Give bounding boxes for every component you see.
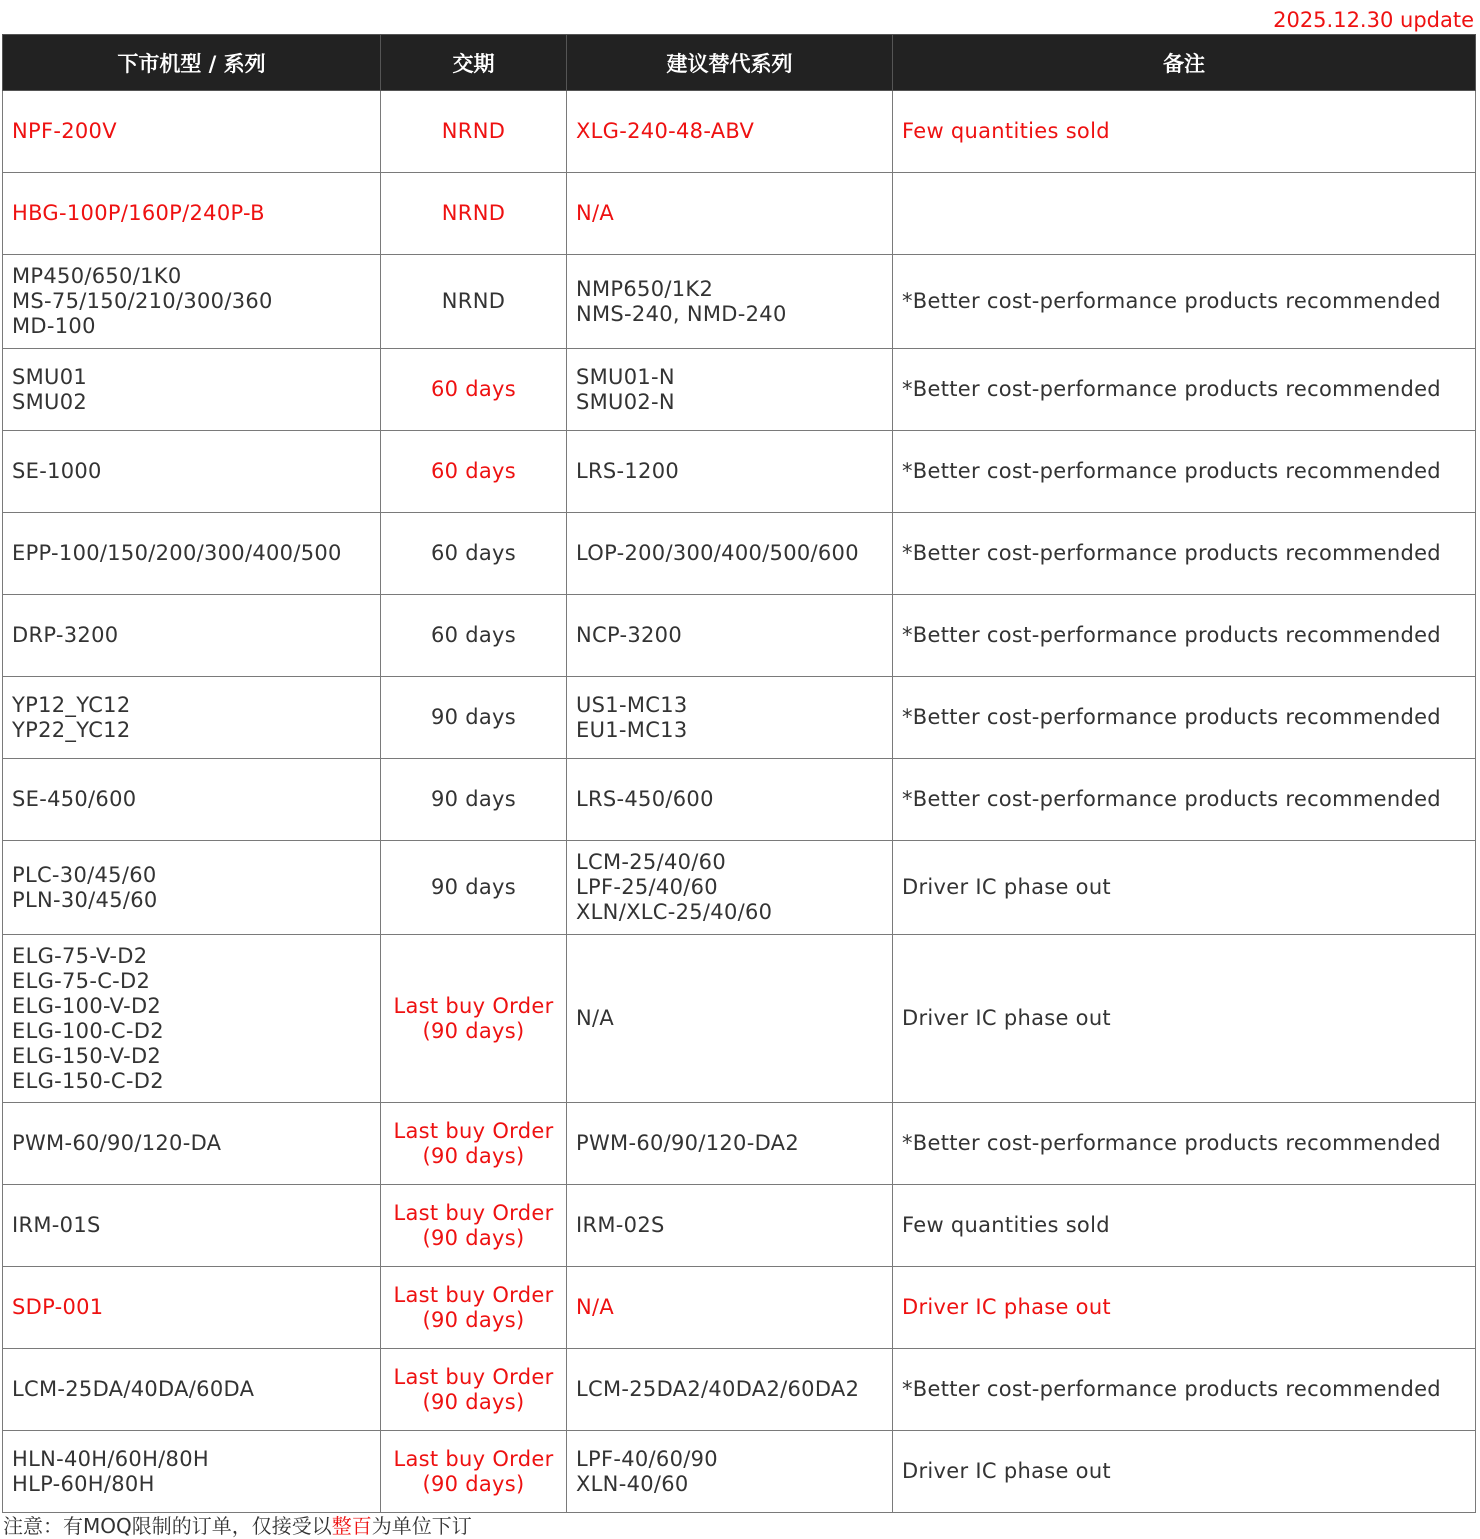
model-cell-line: ELG-150-C-D2	[12, 1068, 164, 1093]
table-body	[3, 91, 1476, 1513]
lead-time-cell-line: Last buy Order	[393, 1118, 554, 1143]
model-cell	[3, 595, 381, 677]
header-remarks: 备注	[893, 35, 1476, 91]
model-cell	[3, 1349, 381, 1431]
model-cell	[3, 1185, 381, 1267]
table-row	[3, 255, 1476, 349]
remark-cell-line: *Better cost-performance products recommended	[902, 1377, 1441, 1401]
remark-cell	[893, 935, 1476, 1103]
model-cell-line: SDP-001	[12, 1295, 104, 1319]
remark-cell	[893, 1103, 1476, 1185]
replacement-cell-line: SMU01-N	[576, 364, 675, 389]
lead-time-cell-line: (90 days)	[422, 1143, 525, 1168]
replacement-cell-line: NMP650/1K2	[576, 276, 714, 301]
replacement-cell-line: NCP-3200	[576, 623, 682, 647]
lead-time-cell-line: Last buy Order	[393, 993, 554, 1018]
header-suggested-replacement: 建议替代系列	[567, 35, 893, 91]
model-cell-line: LCM-25DA/40DA/60DA	[12, 1377, 255, 1401]
replacement-cell	[567, 173, 893, 255]
replacement-cell-line: PWM-60/90/120-DA2	[576, 1131, 800, 1155]
table-row	[3, 759, 1476, 841]
lead-time-cell-line: 60 days	[430, 459, 517, 483]
model-cell	[3, 841, 381, 935]
remark-cell	[893, 759, 1476, 841]
model-cell	[3, 1267, 381, 1349]
model-cell-line: ELG-150-V-D2	[12, 1043, 162, 1068]
model-cell-line: IRM-01S	[12, 1213, 101, 1237]
table-row	[3, 677, 1476, 759]
replacement-cell	[567, 1267, 893, 1349]
replacement-cell	[567, 1103, 893, 1185]
lead-time-cell	[381, 935, 567, 1103]
model-cell-line: ELG-100-C-D2	[12, 1018, 164, 1043]
lead-time-cell-line: 60 days	[430, 541, 517, 565]
replacement-cell-line: N/A	[576, 1295, 615, 1319]
remark-cell-line: Driver IC phase out	[902, 1006, 1111, 1030]
remark-cell-line: *Better cost-performance products recommended	[902, 459, 1441, 483]
model-cell-line: MS-75/150/210/300/360	[12, 289, 273, 313]
replacement-cell-line: LRS-1200	[576, 459, 680, 483]
model-cell-line: ELG-75-C-D2	[12, 968, 151, 993]
model-cell-line: PLN-30/45/60	[12, 887, 158, 912]
update-date: 2025.12.30 update	[1273, 8, 1474, 32]
lead-time-cell-line: 90 days	[430, 875, 517, 899]
replacement-cell	[567, 935, 893, 1103]
table-row	[3, 1431, 1476, 1513]
remark-cell-line: *Better cost-performance products recommended	[902, 623, 1441, 647]
replacement-cell-line: LCM-25/40/60	[576, 850, 726, 874]
remark-cell-line: Few quantities sold	[902, 119, 1110, 143]
footnote-prefix: 注意：有MOQ限制的订单，仅接受以	[3, 1514, 332, 1538]
replacement-cell	[567, 677, 893, 759]
replacement-cell-line: N/A	[576, 201, 615, 225]
remark-cell	[893, 349, 1476, 431]
model-cell-line: YP12_YC12	[12, 692, 131, 717]
model-cell-line: HLN-40H/60H/80H	[12, 1446, 209, 1471]
lead-time-cell	[381, 1267, 567, 1349]
remark-cell-line: *Better cost-performance products recommended	[902, 1131, 1441, 1155]
table-row	[3, 1103, 1476, 1185]
remark-cell-line: *Better cost-performance products recommended	[902, 377, 1441, 401]
lead-time-cell	[381, 431, 567, 513]
lead-time-cell-line: (90 days)	[422, 1307, 525, 1332]
lead-time-cell-line: 60 days	[430, 623, 517, 647]
lead-time-cell	[381, 841, 567, 935]
lead-time-cell-line: 90 days	[430, 787, 517, 811]
replacement-cell-line: EU1-MC13	[576, 717, 688, 742]
lead-time-cell-line: NRND	[441, 201, 506, 225]
model-cell-line: MP450/650/1K0	[12, 264, 182, 288]
header-lead-time: 交期	[381, 35, 567, 91]
model-cell	[3, 1103, 381, 1185]
replacement-cell-line: US1-MC13	[576, 692, 688, 717]
model-cell-line: PLC-30/45/60	[12, 862, 157, 887]
replacement-cell-line: LPF-25/40/60	[576, 875, 718, 899]
remark-cell	[893, 513, 1476, 595]
replacement-cell	[567, 759, 893, 841]
table-row	[3, 841, 1476, 935]
model-cell	[3, 935, 381, 1103]
replacement-cell-line: XLN/XLC-25/40/60	[576, 900, 773, 924]
model-cell	[3, 255, 381, 349]
table-row	[3, 91, 1476, 173]
replacement-cell-line: N/A	[576, 1006, 615, 1030]
model-cell-line: HLP-60H/80H	[12, 1471, 155, 1496]
model-cell-line: SE-450/600	[12, 787, 137, 811]
replacement-cell	[567, 431, 893, 513]
remark-cell	[893, 255, 1476, 349]
lead-time-cell	[381, 91, 567, 173]
table-row	[3, 1349, 1476, 1431]
table-row	[3, 1185, 1476, 1267]
lead-time-cell-line: 60 days	[430, 377, 517, 401]
remark-cell	[893, 677, 1476, 759]
eol-product-table	[2, 34, 1476, 1513]
model-cell-line: SMU01	[12, 364, 88, 389]
table-row	[3, 1267, 1476, 1349]
remark-cell	[893, 1267, 1476, 1349]
lead-time-cell-line: (90 days)	[422, 1018, 525, 1043]
lead-time-cell	[381, 759, 567, 841]
table-row	[3, 595, 1476, 677]
remark-cell	[893, 1431, 1476, 1513]
model-cell-line: NPF-200V	[12, 119, 117, 143]
replacement-cell-line: SMU02-N	[576, 389, 675, 414]
lead-time-cell	[381, 677, 567, 759]
remark-cell-line: *Better cost-performance products recommended	[902, 787, 1441, 811]
replacement-cell	[567, 595, 893, 677]
lead-time-cell-line: (90 days)	[422, 1225, 525, 1250]
remark-cell	[893, 841, 1476, 935]
lead-time-cell-line: (90 days)	[422, 1471, 525, 1496]
model-cell	[3, 91, 381, 173]
remark-cell-line: Few quantities sold	[902, 1213, 1110, 1237]
replacement-cell	[567, 349, 893, 431]
remark-cell	[893, 173, 1476, 255]
remark-cell	[893, 91, 1476, 173]
model-cell-line: MD-100	[12, 314, 96, 338]
lead-time-cell	[381, 1185, 567, 1267]
replacement-cell-line: LRS-450/600	[576, 787, 714, 811]
model-cell	[3, 349, 381, 431]
lead-time-cell-line: Last buy Order	[393, 1446, 554, 1471]
replacement-cell	[567, 1349, 893, 1431]
model-cell-line: DRP-3200	[12, 623, 119, 647]
model-cell	[3, 431, 381, 513]
model-cell	[3, 759, 381, 841]
model-cell	[3, 173, 381, 255]
model-cell-line: SE-1000	[12, 459, 102, 483]
remark-cell-line: *Better cost-performance products recommended	[902, 541, 1441, 565]
remark-cell	[893, 1185, 1476, 1267]
footnote-suffix: 为单位下订	[371, 1514, 472, 1538]
model-cell-line: SMU02	[12, 389, 88, 414]
lead-time-cell	[381, 1349, 567, 1431]
table-row	[3, 513, 1476, 595]
footnote-highlight: 整百	[331, 1514, 372, 1538]
table-row	[3, 935, 1476, 1103]
model-cell-line: ELG-100-V-D2	[12, 993, 162, 1018]
replacement-cell	[567, 1185, 893, 1267]
table-row	[3, 431, 1476, 513]
table-header-row	[3, 35, 1476, 91]
model-cell	[3, 1431, 381, 1513]
model-cell-line: YP22_YC12	[12, 717, 131, 742]
remark-cell	[893, 1349, 1476, 1431]
lead-time-cell	[381, 173, 567, 255]
lead-time-cell	[381, 349, 567, 431]
lead-time-cell	[381, 1103, 567, 1185]
lead-time-cell-line: 90 days	[430, 705, 517, 729]
replacement-cell	[567, 513, 893, 595]
replacement-cell-line: IRM-02S	[576, 1213, 665, 1237]
model-cell	[3, 513, 381, 595]
model-cell	[3, 677, 381, 759]
lead-time-cell-line: NRND	[441, 119, 506, 143]
replacement-cell-line: LOP-200/300/400/500/600	[576, 541, 859, 565]
replacement-cell-line: NMS-240, NMD-240	[576, 301, 787, 326]
table-row	[3, 173, 1476, 255]
replacement-cell-line: XLG-240-48-ABV	[576, 119, 755, 143]
lead-time-cell-line: Last buy Order	[393, 1200, 554, 1225]
lead-time-cell-line: NRND	[441, 289, 506, 313]
model-cell-line: EPP-100/150/200/300/400/500	[12, 541, 342, 565]
remark-cell-line: *Better cost-performance products recommended	[902, 705, 1441, 729]
remark-cell-line: *Better cost-performance products recommended	[902, 289, 1441, 313]
replacement-cell	[567, 255, 893, 349]
lead-time-cell-line: Last buy Order	[393, 1364, 554, 1389]
remark-cell-line: Driver IC phase out	[902, 1459, 1111, 1483]
model-cell-line: ELG-75-V-D2	[12, 943, 148, 968]
model-cell-line: HBG-100P/160P/240P-B	[12, 201, 265, 225]
lead-time-cell	[381, 255, 567, 349]
replacement-cell	[567, 1431, 893, 1513]
header-discontinued-model: 下市机型 / 系列	[3, 35, 381, 91]
lead-time-cell	[381, 1431, 567, 1513]
lead-time-cell	[381, 513, 567, 595]
table-row	[3, 349, 1476, 431]
replacement-cell	[567, 841, 893, 935]
replacement-cell-line: XLN-40/60	[576, 1471, 689, 1496]
moq-footnote	[3, 1510, 472, 1539]
replacement-cell-line: LPF-40/60/90	[576, 1446, 718, 1471]
remark-cell	[893, 431, 1476, 513]
lead-time-cell-line: Last buy Order	[393, 1282, 554, 1307]
remark-cell-line: Driver IC phase out	[902, 875, 1111, 899]
lead-time-cell	[381, 595, 567, 677]
remark-cell	[893, 595, 1476, 677]
model-cell-line: PWM-60/90/120-DA	[12, 1131, 222, 1155]
lead-time-cell-line: (90 days)	[422, 1389, 525, 1414]
remark-cell-line: Driver IC phase out	[902, 1295, 1111, 1319]
replacement-cell	[567, 91, 893, 173]
replacement-cell-line: LCM-25DA2/40DA2/60DA2	[576, 1377, 860, 1401]
